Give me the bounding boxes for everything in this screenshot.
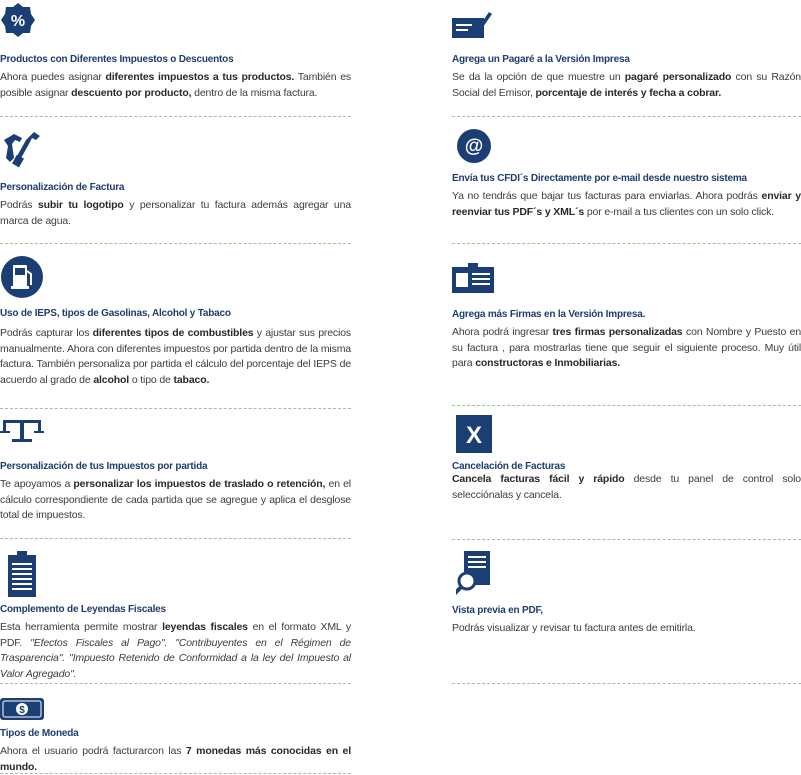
feature-title: Cancelación de Facturas (452, 461, 566, 472)
clipboard-icon (8, 551, 36, 597)
feature-title: Agrega un Pagaré a la Versión Impresa (452, 54, 630, 65)
money-bill-icon (0, 698, 44, 720)
feature-title: Complemento de Leyendas Fiscales (0, 604, 166, 615)
section-divider (0, 773, 351, 774)
text-span: con su Razón Social del Emisor, (452, 71, 801, 99)
emphasis-text: tres firmas personalizadas (552, 326, 683, 338)
feature-title: Agrega más Firmas en la Versión Impresa. (452, 309, 646, 320)
text-span: y ajustar sus precios manualmente. Ahora con diferentes impuestos por partida dentro de la misma factura. También personaliza por partida el cálculo del porcentaje del IEPS de acuerdo al grado de (0, 327, 352, 386)
italic-legend-text: "Efectos Fiscales al Pago". "Contribuyentes en el Régimen de Trasparencia". "Impuesto Retenido de Conformidad a la ley del Impuesto al Valor Agregado". (0, 636, 351, 680)
emphasis-text: descuento por producto, (71, 86, 192, 99)
text-span: en el formato XML y PDF. (0, 621, 352, 649)
feature-currencies (0, 686, 351, 775)
feature-description (0, 326, 351, 388)
emphasis-text: 7 monedas más conocidas en el mundo. (0, 745, 351, 773)
gas-pump-icon (0, 255, 44, 299)
section-divider (452, 243, 801, 244)
feature-title: Personalización de tus Impuestos por partida (0, 461, 208, 472)
section-divider (0, 538, 351, 539)
feature-title: Vista previa en PDF, (452, 605, 543, 616)
feature-description (0, 477, 351, 524)
text-span: por e-mail a tus clientes con un solo click. (584, 205, 774, 218)
svg-text:%: % (10, 13, 26, 30)
cancel-x-icon (456, 415, 492, 453)
percent-badge-icon (0, 2, 36, 38)
feature-description (452, 325, 801, 372)
text-span: con Nombre y Puesto en su factura , para mostrarlas tiene que seguir el siguiente proceso. Muy útil para (452, 326, 801, 369)
emphasis-text: diferentes tipos de combustibles (92, 327, 254, 339)
feature-multiple-taxes (0, 0, 351, 120)
emphasis-text: alcohol (93, 373, 130, 386)
section-divider (452, 116, 801, 117)
feature-description (0, 620, 351, 682)
feature-title: Tipos de Moneda (0, 728, 79, 739)
feature-title: Uso de IEPS, tipos de Gasolinas, Alcohol y Tabaco (0, 308, 231, 319)
section-divider (452, 683, 801, 684)
feature-description (452, 70, 801, 101)
feature-description (452, 472, 801, 503)
balance-scale-icon (0, 418, 44, 444)
feature-invoice-customization (0, 120, 351, 247)
svg-text:$: $ (19, 705, 25, 716)
feature-description (0, 70, 351, 101)
section-divider (452, 539, 801, 540)
emphasis-text: enviar y reenviar tus PDF´s y XML´s (452, 190, 801, 218)
emphasis-text: personalizar los impuestos de traslado o retención, (73, 478, 326, 490)
feature-signatures (452, 245, 801, 405)
emphasis-text: porcentaje de interés y fecha a cobrar. (535, 86, 722, 99)
id-card-icon (452, 263, 494, 293)
emphasis-text: subir tu logotipo (37, 199, 124, 211)
svg-text:@: @ (464, 136, 484, 157)
text-span: Podrás capturar los (0, 327, 93, 339)
document-magnifier-icon (456, 551, 490, 597)
text-span: Se da la opción de que muestre un (452, 71, 625, 83)
text-span: Ahora puedes asignar (0, 71, 106, 83)
text-span: Ahora el usuario podrá facturarcon las (0, 745, 186, 757)
emphasis-text: leyendas fiscales (162, 621, 248, 633)
at-sign-icon (456, 128, 492, 164)
text-span: o tipo de (129, 373, 174, 386)
promissory-note-icon (452, 10, 492, 38)
emphasis-text: constructoras e Inmobiliarias. (475, 357, 621, 369)
text-span: desde tu panel de control solo selecciónalas y cancela. (452, 473, 801, 501)
feature-title: Productos con Diferentes Impuestos o Descuentos (0, 54, 234, 65)
text-span: dentro de la misma factura. (191, 86, 318, 99)
feature-pdf-preview (452, 541, 801, 687)
feature-description (452, 189, 801, 220)
text-span: Ahora podrá ingresar (452, 326, 553, 338)
text-span: Podrás (0, 199, 38, 211)
feature-description (0, 744, 351, 775)
section-divider (0, 683, 351, 684)
text-span: Podrás visualizar y revisar tu factura antes de emitirla. (452, 622, 696, 634)
emphasis-text: pagaré personalizado (624, 71, 732, 83)
feature-description (452, 621, 801, 637)
svg-text:X: X (465, 422, 483, 449)
text-span: Esta herramienta permite mostrar (0, 621, 163, 633)
text-span: Ya no tendrás que bajar tus facturas para enviarlas. Ahora podrás (452, 190, 762, 202)
text-span: También es posible asignar (0, 71, 351, 99)
feature-tax-per-item (0, 409, 351, 540)
feature-title: Envía tus CFDI´s Directamente por e-mail desde nuestro sistema (452, 173, 747, 184)
emphasis-text: tabaco. (173, 373, 210, 386)
emphasis-text: diferentes impuestos a tus productos. (105, 71, 295, 83)
text-span: y personalizar tu factura además agregar una marca de agua. (0, 199, 351, 227)
feature-title: Personalización de Factura (0, 182, 125, 193)
feature-promissory-note (452, 0, 801, 120)
text-span: Te apoyamos a (0, 478, 74, 490)
section-divider (0, 243, 351, 244)
feature-cancellation (452, 405, 801, 541)
feature-description (0, 198, 351, 229)
feature-ieps-fuel (0, 247, 351, 409)
feature-email-cfdi (452, 120, 801, 245)
feature-fiscal-legends (0, 540, 351, 686)
tools-icon (0, 130, 44, 170)
text-span: en el cálculo correspondiente de cada partida que se agregue y aplica el desglose total de impuestos. (0, 478, 351, 521)
section-divider (0, 116, 351, 117)
emphasis-text: Cancela facturas fácil y rápido (452, 473, 625, 485)
